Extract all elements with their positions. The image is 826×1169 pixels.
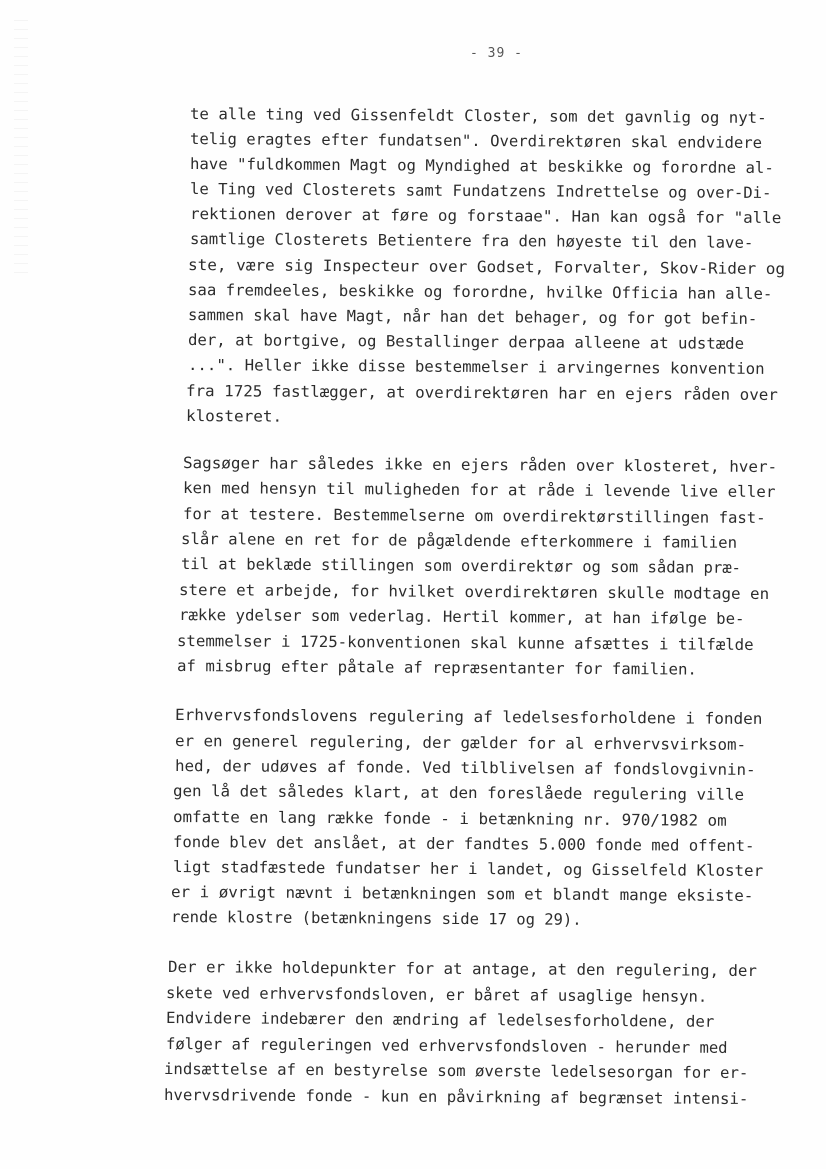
text-line: række ydelser som vederlag. Hertil kommer, at han ifølge be- (178, 606, 745, 628)
text-line: er i øvrigt nævnt i betænkningen som et blandt mange eksiste- (170, 883, 754, 905)
text-line: samtlige Closterets Betientere fra den høyeste til den lave- (189, 230, 754, 252)
text-line: te alle ting ved Gissenfeldt Closter, som det gavnlig og nyt- (189, 105, 767, 127)
text-line: Erhvervsfondslovens regulering af ledelsesforholdene i fonden (174, 706, 763, 728)
text-line: er en generel regulering, der gælder for al erhvervsvirksom- (174, 732, 747, 754)
text-line: hed, der udøves af fonde. Ved tilblivelsen af fondslovgivnin- (174, 757, 756, 779)
text-line: indsættelse af en bestyrelse som øverste ledelsesorgan for er- (163, 1060, 749, 1083)
page-number: - 39 - (470, 46, 523, 61)
text-line: rektionen derover at føre og forstaae". Han kan også for "alle (189, 205, 782, 228)
text-line: have "fuldkommen Magt og Myndighed at beskikke og forordne al- (189, 155, 774, 178)
text-line: Sagsøger har således ikke en ejers råden over klosteret, hver- (182, 454, 778, 477)
text-line: klosteret. (185, 407, 283, 426)
text-line: telig eragtes efter fundatsen". Overdirektøren skal endvidere (189, 130, 763, 152)
text-line: af misbrug efter påtale af repræsentanter for familien. (176, 657, 697, 679)
text-line: skete ved erhvervsfondsloven, er båret af usaglige hensyn. (165, 984, 708, 1006)
text-line: sammen skal have Magt, når han det behager, og for got befin- (187, 306, 758, 328)
text-line: Der er ikke holdepunkter for at antage, at den regulering, der (167, 958, 758, 981)
text-line: Endvidere indebærer den ændring af ledelsesforholdene, der (165, 1009, 715, 1031)
text-line: hvervsdrivende fonde - kun en påvirkning af begrænset intensi- (163, 1086, 749, 1109)
text-line: ken med hensyn til muligheden for at råde i levende live eller (182, 479, 776, 502)
text-line: rende klostre (betænkningens side 17 og 29). (170, 908, 582, 929)
text-line: gen lå det således klart, at den foreslåede regulering ville (172, 782, 745, 804)
text-line: stere et arbejde, for hvilket overdirektøren skulle modtage en (178, 581, 770, 604)
text-line: følger af reguleringen ved erhvervsfondsloven - herunder med (165, 1035, 728, 1057)
text-line: omfatte en lang række fonde - i betænkning nr. 970/1982 om (172, 808, 727, 830)
text-line: til at beklæde stillingen som overdirektør og som sådan præ- (180, 555, 741, 577)
text-line: le Ting ved Closterets samt Fundatzens Indrettelse og over-Di- (189, 180, 772, 203)
text-line: slår alene en ret for de pågældende efterkommere i familien (180, 530, 738, 552)
text-line: ...". Heller ikke disse bestemmelser i arvingernes konvention (187, 356, 765, 378)
text-line: fra 1725 fastlægger, at overdirektøren har en ejers råden over (185, 382, 778, 405)
text-line: der, at bortgive, og Bestallinger derpaa alleene at udstæde (187, 331, 745, 353)
scan-margin-artifact (14, 20, 28, 280)
text-line: for at testere. Bestemmelserne om overdirektørstillingen fast- (182, 505, 766, 528)
text-line: stemmelser i 1725-konventionen skal kunne afsættes i tilfælde (176, 632, 754, 654)
text-line: ste, være sig Inspecteur over Godset, Forvalter, Skov-Rider og (187, 256, 786, 279)
text-line: fonde blev det anslået, at der fandtes 5.000 fonde med offent- (172, 833, 755, 856)
text-line: saa fremdeeles, beskikke og forordne, hvilke Officia han alle- (187, 281, 773, 304)
text-line: ligt stadfæstede fundatser her i landet, og Gisselfeld Kloster (172, 858, 764, 881)
